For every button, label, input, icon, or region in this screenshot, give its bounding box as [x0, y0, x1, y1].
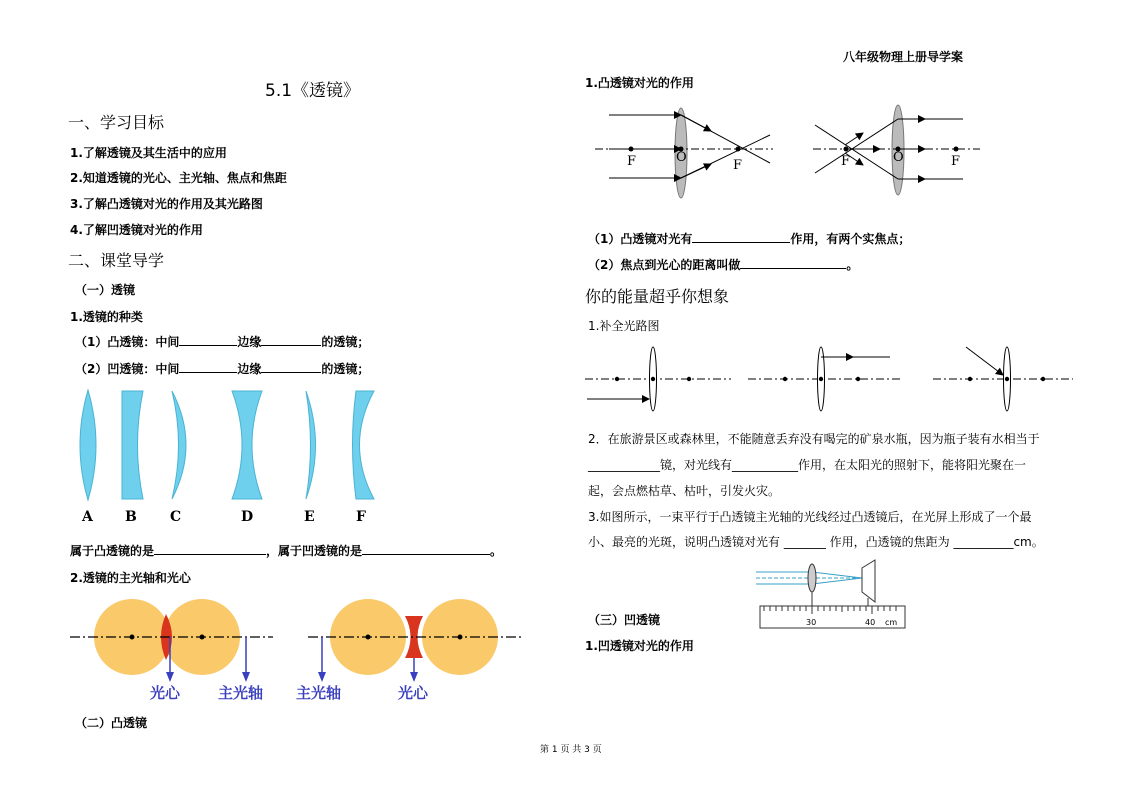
complete-diagram-title: 1.补全光路图 — [588, 319, 660, 333]
answer-blank[interactable] — [692, 230, 790, 243]
convex-q1: （1）凸透镜对光有 作用，有两个实焦点； — [588, 232, 911, 246]
lens-types-figure — [60, 385, 390, 525]
power-heading: 你的能量超乎你想象 — [585, 287, 730, 306]
label-optical-center: 光心 — [398, 684, 429, 702]
lens-label: E — [304, 509, 315, 525]
goal-item: 1.了解透镜及其生活中的应用 — [70, 146, 227, 160]
label-optical-center: 光心 — [150, 684, 181, 702]
convex-ray-diagrams — [595, 95, 985, 200]
problem3-line1: 3.如图所示，一束平行于凸透镜主光轴的光线经过凸透镜后，在光屏上形成了一个最 — [588, 510, 1032, 524]
goal-item: 3.了解凸透镜对光的作用及其光路图 — [70, 197, 263, 211]
axis-title: 2.透镜的主光轴和光心 — [70, 571, 191, 585]
goal-item: 2.知道透镜的光心、主光轴、焦点和焦距 — [70, 171, 287, 185]
section1-heading: 一、学习目标 — [68, 113, 165, 132]
page-footer: 第 1 页 共 3 页 — [540, 745, 602, 755]
problem2-line2: ____________镜，对光线有___________作用，在太阳光的照射下，能将阳光聚在一 — [588, 458, 1027, 472]
header-text: 八年级物理上册导学案 — [843, 50, 964, 64]
answer-blank[interactable] — [362, 542, 490, 555]
ruler-tick-label: 30 — [806, 618, 817, 627]
answer-blank[interactable] — [740, 256, 846, 269]
label-principal-axis: 主光轴 — [218, 684, 264, 702]
subsection-lens: （一）透镜 — [75, 283, 136, 297]
complete-ray-diagrams — [583, 345, 1078, 417]
optical-bench-figure — [750, 556, 910, 634]
lens-e-shape — [306, 391, 316, 499]
lens-classify-question: 属于凸透镜的是 ，属于凹透镜的是 。 — [70, 544, 503, 558]
subsection-concave: （三）凹透镜 — [588, 613, 661, 627]
goal-item: 4.了解凹透镜对光的作用 — [70, 223, 203, 237]
concave-effect-title: 1.凹透镜对光的作用 — [585, 639, 694, 653]
focus-label: F — [841, 154, 851, 169]
concave-definition: （2）凹透镜：中间 边缘 的透镜； — [75, 362, 370, 376]
lens-d-shape — [232, 391, 262, 499]
focus-label: F — [951, 154, 961, 169]
center-label: O — [893, 150, 904, 165]
section2-heading: 二、课堂导学 — [68, 251, 165, 270]
answer-blank[interactable] — [261, 333, 321, 346]
subsection-convex: （二）凸透镜 — [75, 716, 148, 730]
convex-q2: （2）焦点到光心的距离叫做 。 — [588, 258, 859, 272]
problem3-line2: 小、最亮的光斑，说明凸透镜对光有 _______ 作用，凸透镜的焦距为 __________cm。 — [588, 535, 1044, 549]
lens-label: B — [125, 509, 137, 525]
lens-f-shape — [353, 391, 375, 499]
lens-label: C — [170, 509, 182, 525]
lens-b-shape — [122, 391, 143, 499]
problem2-line1: 2．在旅游景区或森林里，不能随意丢弃没有喝完的矿泉水瓶，因为瓶子装有水相当于 — [588, 432, 1040, 446]
lens-label: F — [356, 509, 366, 525]
lens-c-shape — [172, 391, 186, 499]
problem2-line3: 起，会点燃枯草、枯叶，引发火灾。 — [588, 484, 781, 498]
answer-blank[interactable] — [179, 333, 237, 346]
ruler-unit-label: cm — [885, 618, 898, 627]
lens-label: D — [241, 509, 254, 525]
focus-label: F — [627, 154, 637, 169]
axis-center-figure — [68, 592, 528, 704]
convex-definition: （1）凸透镜：中间 边缘 的透镜； — [75, 335, 370, 349]
ruler-tick-label: 40 — [865, 618, 876, 627]
center-label: O — [676, 150, 687, 165]
lens-kinds-title: 1.透镜的种类 — [70, 310, 143, 324]
focus-label: F — [733, 158, 743, 173]
answer-blank[interactable] — [261, 360, 321, 373]
answer-blank[interactable] — [154, 542, 266, 555]
lens-label: A — [82, 509, 93, 525]
lens-a-shape — [80, 390, 96, 500]
convex-effect-title: 1.凸透镜对光的作用 — [585, 76, 694, 90]
label-principal-axis: 主光轴 — [296, 684, 342, 702]
answer-blank[interactable] — [179, 360, 237, 373]
page-title: 5.1《透镜》 — [265, 81, 361, 101]
